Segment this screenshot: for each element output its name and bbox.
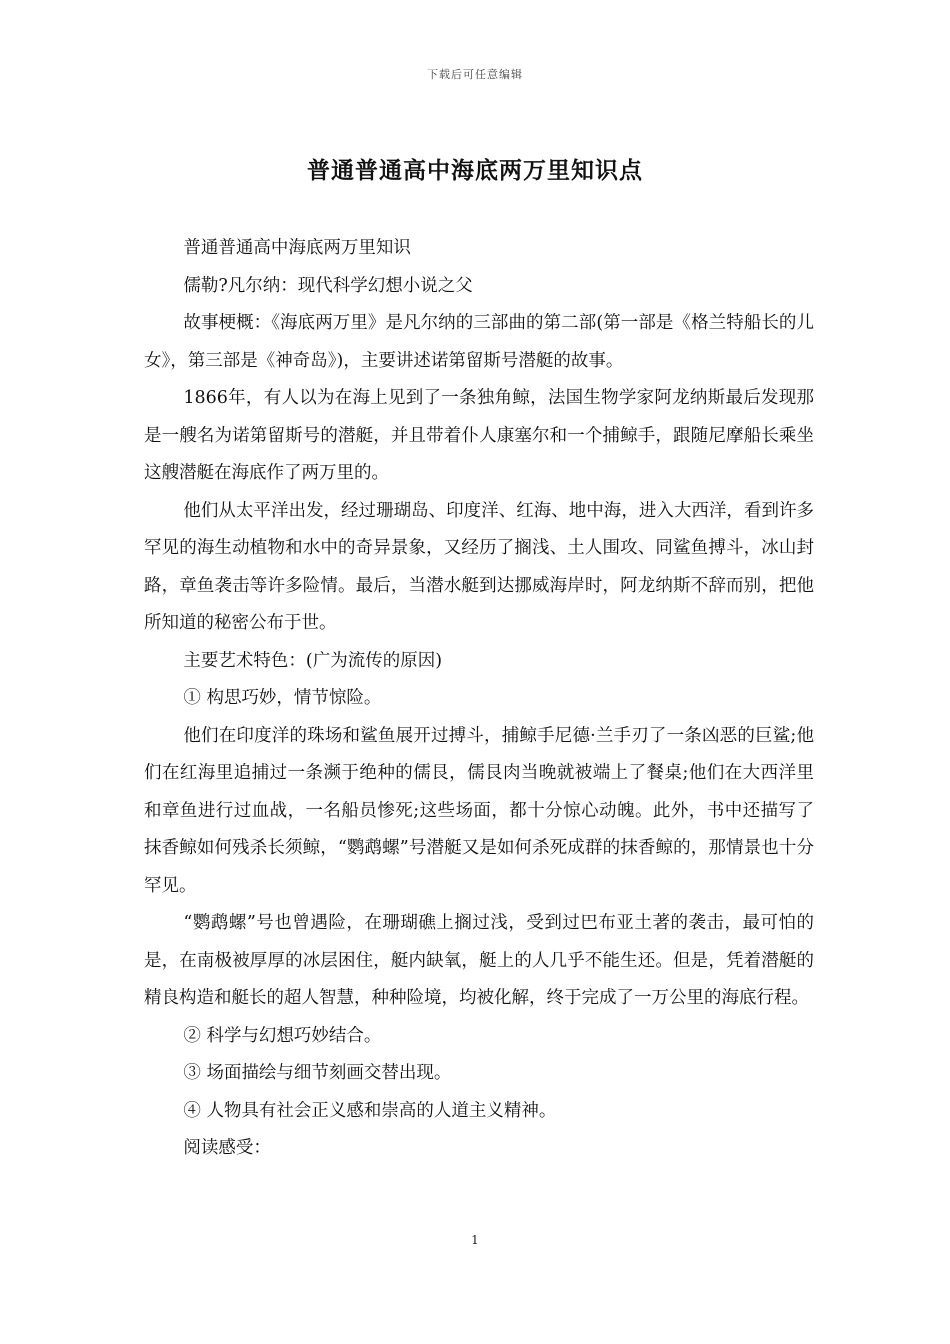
paragraph-3: 故事梗概：《海底两万里》是凡尔纳的三部曲的第二部(第一部是《格兰特船长的儿女》，第三部是《神奇岛》)，主要讲述诺第留斯号潜艇的故事。 xyxy=(144,313,814,371)
paragraph-2: 儒勒?凡尔纳：现代科学幻想小说之父 xyxy=(183,275,473,296)
paragraph-13: 阅读感受： xyxy=(183,1138,271,1158)
document-title: 普通普通高中海底两万里知识点 xyxy=(307,157,643,184)
header-note: 下载后可任意编辑 xyxy=(427,68,523,81)
paragraph-11: ③ 场面描绘与细节刻画交替出现。 xyxy=(183,1063,452,1083)
paragraph-1: 普通普通高中海底两万里知识 xyxy=(183,238,411,258)
paragraph-10: ② 科学与幻想巧妙结合。 xyxy=(183,1025,382,1046)
paragraph-6: 主要艺术特色：(广为流传的原因) xyxy=(183,650,443,671)
paragraph-4: 1866年，有人以为在海上见到了一条独角鲸，法国生物学家阿龙纳斯最后发现那是一艘名为诺第留斯号的潜艇，并且带着仆人康塞尔和一个捕鲸手，跟随尼摩船长乘坐这艘潜艇在海底作了两万里的。 xyxy=(144,388,814,483)
page-number: 1 xyxy=(471,1233,479,1247)
paragraph-12: ④ 人物具有社会正义感和崇高的人道主义精神。 xyxy=(183,1100,557,1121)
paragraph-7: ① 构思巧妙，情节惊险。 xyxy=(183,688,382,708)
paragraph-8: 他们在印度洋的珠场和鲨鱼展开过搏斗，捕鲸手尼德·兰手刃了一条凶恶的巨鲨;他们在红海里追捕过一条濒于绝种的儒艮，儒艮肉当晚就被端上了餐桌;他们在大西洋里和章鱼进行过血战，一名船员惨死;这些场面，都十分惊心动魄。此外，书中还描写了抹香鲸如何残杀长须鲸，“鹦鹉螺”号潜艇又是如何杀死成群的抹香鲸的，那情景也十分罕见。 xyxy=(144,725,814,896)
paragraph-9: “鹦鹉螺”号也曾遇险，在珊瑚礁上搁过浅，受到过巴布亚土著的袭击，最可怕的是，在南极被厚厚的冰层困住，艇内缺氧，艇上的人几乎不能生还。但是，凭着潜艇的精良构造和艇长的超人智慧，种种险境，均被化解，终于完成了一万公里的海底行程。 xyxy=(144,913,814,1008)
document-body xyxy=(144,230,814,1168)
paragraph-5: 他们从太平洋出发，经过珊瑚岛、印度洋、红海、地中海，进入大西洋，看到许多罕见的海生动植物和水中的奇异景象，又经历了搁浅、土人围攻、同鲨鱼搏斗，冰山封路，章鱼袭击等许多险情。最后，当潜水艇到达挪威海岸时，阿龙纳斯不辞而别，把他所知道的秘密公布于世。 xyxy=(144,500,814,633)
